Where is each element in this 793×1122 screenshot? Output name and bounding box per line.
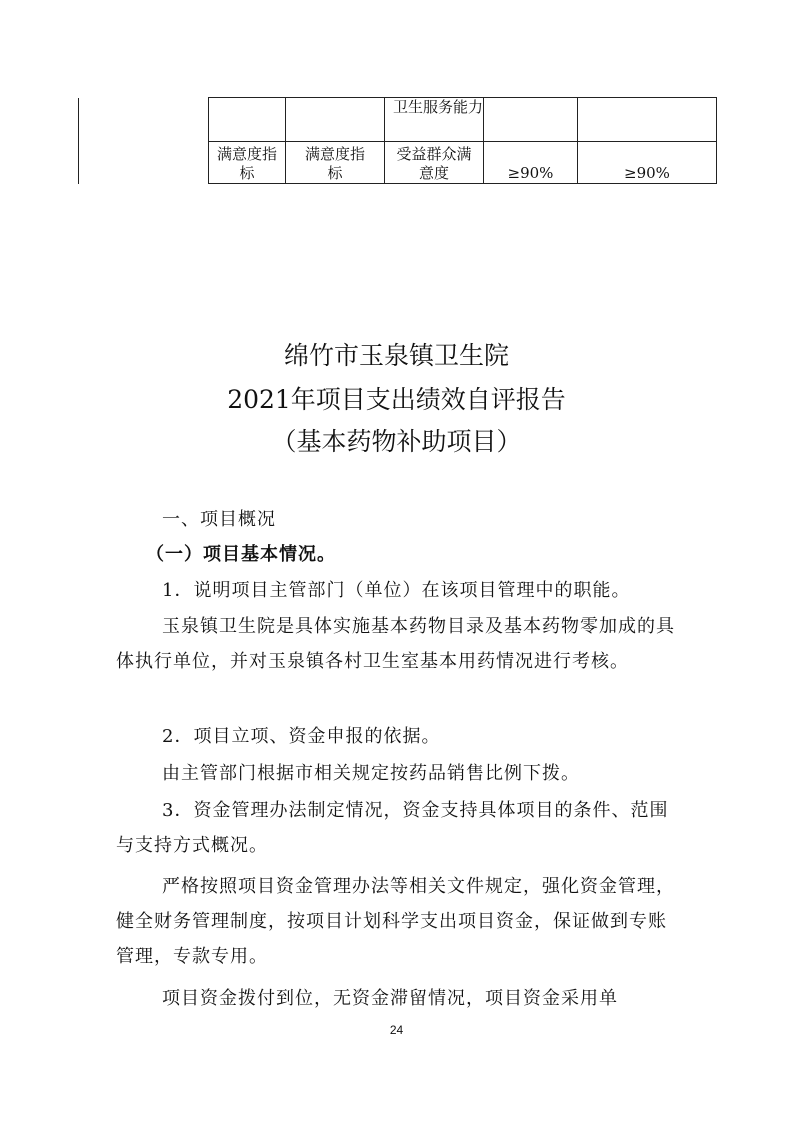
paragraph-1: 玉泉镇卫生院是具体实施基本药物目录及基本药物零加成的具体执行单位，并对玉泉镇各村卫生室基本用药情况进行考核。 <box>116 616 675 672</box>
table-cell-indicator-name: 卫生服务能力 <box>385 98 484 142</box>
report-title-line3: （基本药物补助项目） <box>271 427 522 456</box>
report-title-line1: 绵竹市玉泉镇卫生院 <box>283 341 509 370</box>
subsection-heading: （一）项目基本情况。 <box>146 544 336 565</box>
paragraph-4: 项目资金拨付到位，无资金滞留情况，项目资金采用单 <box>162 988 618 1009</box>
table-cell-blank <box>79 98 209 184</box>
table-cell-blank <box>286 98 385 142</box>
indicator-table <box>78 97 717 184</box>
table-cell-blank <box>578 98 717 142</box>
item-heading-1: 1．说明项目主管部门（单位）在该项目管理中的职能。 <box>162 580 631 601</box>
table-cell-level2-indicator: 满意度指标 <box>286 142 385 184</box>
table-cell-blank <box>484 98 578 142</box>
report-title-line2: 2021年项目支出绩效自评报告 <box>227 385 566 414</box>
paragraph-2: 由主管部门根据市相关规定按药品销售比例下拨。 <box>162 763 580 784</box>
section-heading: 一、项目概况 <box>162 509 276 530</box>
table-cell-target-value: ≥90% <box>484 142 578 184</box>
table-cell-level1-indicator: 满意度指标 <box>209 142 286 184</box>
item-heading-2: 2．项目立项、资金申报的依据。 <box>162 726 441 747</box>
table-cell-indicator-name: 受益群众满意度 <box>385 142 484 184</box>
table-cell-blank <box>209 98 286 142</box>
item-heading-3: 3．资金管理办法制定情况，资金支持具体项目的条件、范围与支持方式概况。 <box>116 800 669 856</box>
table-cell-actual-value: ≥90% <box>578 142 717 184</box>
page-number: 24 <box>389 1023 404 1037</box>
paragraph-3: 严格按照项目资金管理办法等相关文件规定，强化资金管理，健全财务管理制度，按项目计划科学支出项目资金，保证做到专账管理，专款专用。 <box>116 876 675 967</box>
